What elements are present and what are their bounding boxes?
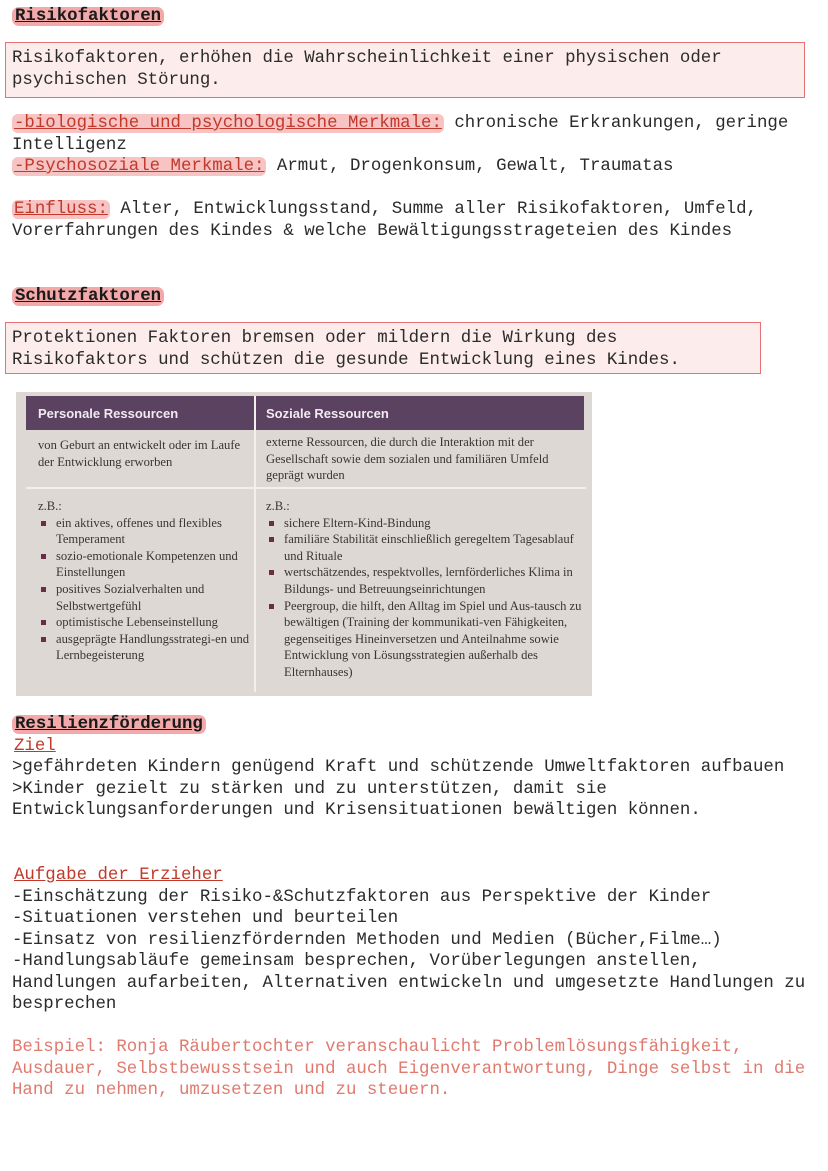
protect-definition: Protektionen Faktoren bremsen oder mildern die Wirkung des Risikofaktors und schützen die gesunde Entwicklung eines Kindes.: [12, 329, 680, 370]
goal-1: >gefährdeten Kindern genügend Kraft und schützende Umweltfaktoren aufbauen: [12, 758, 785, 777]
risk-title: Risikofaktoren: [12, 6, 164, 28]
resilience-title: Resilienzförderung: [12, 714, 812, 736]
resilience-block: [12, 714, 812, 822]
personal-description: von Geburt an entwickelt oder im Laufe der Entwicklung erworben: [38, 438, 241, 469]
list-item: positives Sozialverhalten und Selbstwertgefühl: [38, 581, 250, 614]
risk-factors-block: [12, 113, 812, 178]
tasks-block: [12, 865, 812, 1016]
psycho-label: -Psychosoziale Merkmale:: [14, 157, 265, 176]
list-item: optimistische Lebenseinstellung: [38, 614, 250, 631]
social-zb-label: z.B.:: [266, 499, 290, 513]
influence-text: Alter, Entwicklungsstand, Summe aller Risikofaktoren, Umfeld, Vorerfahrungen des Kindes & welche Bewältigungsstrageteien des Kindes: [12, 200, 757, 241]
risk-definition-box: [5, 42, 805, 98]
list-item: ein aktives, offenes und flexibles Temperament: [38, 515, 250, 548]
bio-label: -biologische und psychologische Merkmale:: [14, 114, 442, 133]
personal-zb-label: z.B.:: [38, 499, 62, 513]
bio-text: chronische Erkrankungen, geringe Intelligenz: [12, 114, 789, 155]
tasks-heading: Aufgabe der Erzieher: [14, 866, 223, 885]
task-4: -Handlungsabläufe gemeinsam besprechen, Vorüberlegungen anstellen, Handlungen aufarbeiten, Alternativen entwickeln und umgesetzte Handlungen zu besprechen: [12, 952, 806, 1014]
list-item: ausgeprägte Handlungsstrategi-en und Lernbegeisterung: [38, 631, 250, 664]
social-examples: [266, 498, 584, 681]
task-2: -Situationen verstehen und beurteilen: [12, 909, 399, 928]
table-divider-horizontal: [26, 487, 586, 489]
bio-line: [12, 113, 812, 156]
list-item: sichere Eltern-Kind-Bindung: [266, 515, 584, 532]
psycho-line: [12, 156, 812, 178]
protect-title: Schutzfaktoren: [12, 286, 164, 308]
personal-examples: [38, 498, 250, 664]
table-header-social: Soziale Ressourcen: [254, 396, 584, 430]
influence-block: [12, 199, 812, 242]
list-item: familiäre Stabilität einschließlich geregeltem Tagesablauf und Rituale: [266, 531, 584, 564]
resources-table: [16, 392, 592, 696]
task-3: -Einsatz von resilienzfördernden Methoden und Medien (Bücher,Filme…): [12, 930, 722, 950]
example-text: Beispiel: Ronja Räubertochter veranschaulicht Problemlösungsfähigkeit, Ausdauer, Selbstbewusstsein und auch Eigenverantwortung, Dinge selbst in die Hand zu nehmen, umzusetzen und zu steuern.: [12, 1038, 806, 1100]
protect-definition-box: [5, 322, 761, 374]
goal-heading: Ziel: [14, 736, 56, 756]
table-header-personal: Personale Ressourcen: [26, 396, 260, 430]
goal-2: >Kinder gezielt zu stärken und zu unterstützen, damit sie Entwicklungsanforderungen und Krisensituationen bewältigen können.: [12, 779, 701, 820]
table-divider-vertical: [254, 396, 256, 692]
social-list: [266, 515, 584, 681]
social-description: externe Ressourcen, die durch die Interaktion mit der Gesellschaft sowie dem sozialen und familiären Umfeld geprägt wurden: [266, 435, 549, 483]
list-item: Peergroup, die hilft, den Alltag im Spiel und Aus-tausch zu bewältigen (Training der kommunikati-ven Fähigkeiten, gegenseitiges Hineinversetzen und Anteilnahme sowie Entwicklung von Lösungsstrategien außerhalb des Elternhauses): [266, 598, 584, 681]
psycho-text: Armut, Drogenkonsum, Gewalt, Traumatas: [276, 157, 674, 176]
task-1: -Einschätzung der Risiko-&Schutzfaktoren aus Perspektive der Kinder: [12, 887, 712, 907]
personal-list: [38, 515, 250, 664]
influence-label: Einfluss:: [14, 200, 108, 219]
list-item: wertschätzendes, respektvolles, lernförderliches Klima in Bildungs- und Betreuungseinrichtungen: [266, 564, 584, 597]
list-item: sozio-emotionale Kompetenzen und Einstellungen: [38, 548, 250, 581]
risk-definition: Risikofaktoren, erhöhen die Wahrscheinlichkeit einer physischen oder psychischen Störung.: [12, 49, 722, 90]
